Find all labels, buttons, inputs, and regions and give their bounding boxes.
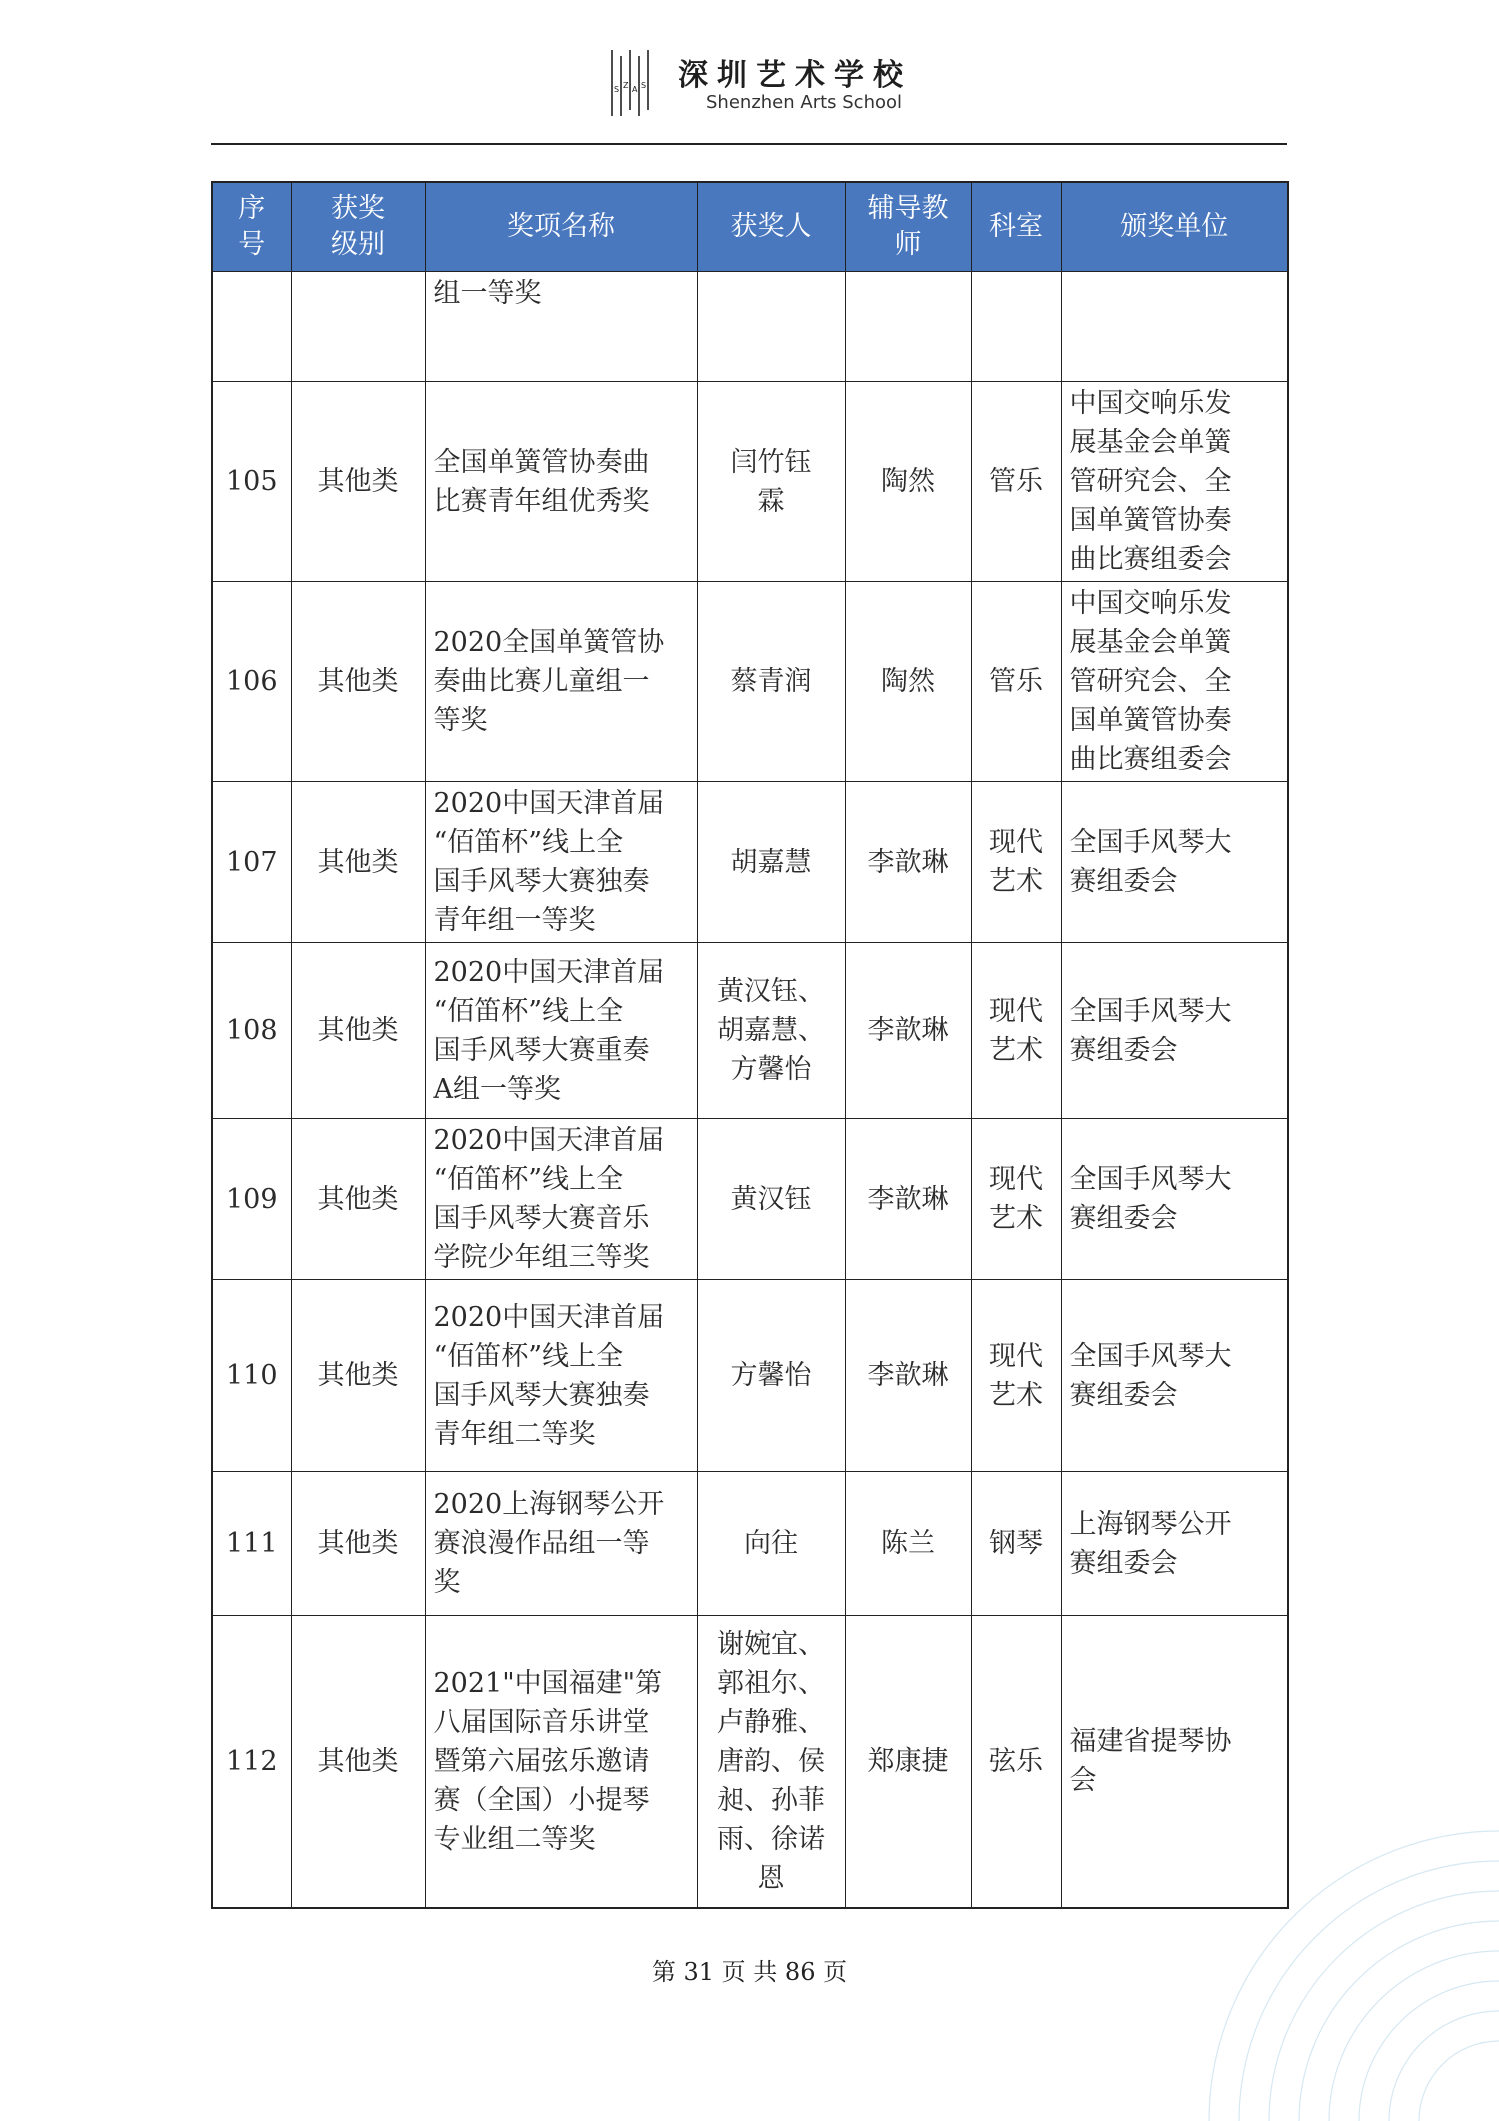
school-name-cn: 深圳艺术学校	[678, 58, 912, 93]
cell-number: 106	[212, 582, 291, 782]
cell-winner: 蔡青润	[697, 582, 845, 782]
page-number: 第 31 页 共 86 页	[651, 1958, 848, 1986]
column-header-level: 获奖 级别	[291, 182, 425, 272]
page-header	[0, 40, 1499, 130]
cell-level: 其他类	[291, 582, 425, 782]
table-row	[212, 943, 1288, 1119]
cell-number: 108	[212, 943, 291, 1119]
cell-issuer: 福建省提琴协 会	[1061, 1616, 1288, 1908]
cell-teacher: 郑康捷	[845, 1616, 971, 1908]
cell-number: 109	[212, 1119, 291, 1280]
column-header-department: 科室	[971, 182, 1061, 272]
cell-level: 其他类	[291, 1280, 425, 1472]
cell-department: 现代 艺术	[971, 943, 1061, 1119]
cell-level	[291, 272, 425, 382]
cell-winner: 黄汉钰、 胡嘉慧、 方馨怡	[697, 943, 845, 1119]
table-row	[212, 1119, 1288, 1280]
cell-award: 2021"中国福建"第 八届国际音乐讲堂 暨第六届弦乐邀请 赛（全国）小提琴 专业组二等奖	[425, 1616, 697, 1908]
cell-issuer: 中国交响乐发 展基金会单簧 管研究会、全 国单簧管协奏 曲比赛组委会	[1061, 382, 1288, 582]
table-row	[212, 1616, 1288, 1908]
header-divider	[211, 143, 1287, 145]
svg-text:Z: Z	[623, 81, 629, 90]
cell-winner	[697, 272, 845, 382]
cell-level: 其他类	[291, 1119, 425, 1280]
cell-issuer: 全国手风琴大 赛组委会	[1061, 943, 1288, 1119]
column-header-award: 奖项名称	[425, 182, 697, 272]
table-row	[212, 272, 1288, 382]
cell-award: 全国单簧管协奏曲 比赛青年组优秀奖	[425, 382, 697, 582]
table-row	[212, 582, 1288, 782]
cell-winner: 向往	[697, 1472, 845, 1616]
table-row	[212, 382, 1288, 582]
cell-winner: 胡嘉慧	[697, 782, 845, 943]
cell-award: 2020中国天津首届 “佰笛杯”线上全 国手风琴大赛重奏 A组一等奖	[425, 943, 697, 1119]
cell-award: 组一等奖	[425, 272, 697, 382]
cell-department: 现代 艺术	[971, 1280, 1061, 1472]
cell-level: 其他类	[291, 1472, 425, 1616]
cell-teacher: 李歆琳	[845, 782, 971, 943]
cell-number: 110	[212, 1280, 291, 1472]
cell-award: 2020上海钢琴公开 赛浪漫作品组一等 奖	[425, 1472, 697, 1616]
cell-teacher: 李歆琳	[845, 1280, 971, 1472]
cell-number: 105	[212, 382, 291, 582]
cell-teacher: 陶然	[845, 582, 971, 782]
svg-text:S: S	[641, 81, 647, 90]
cell-issuer: 全国手风琴大 赛组委会	[1061, 782, 1288, 943]
cell-winner: 方馨怡	[697, 1280, 845, 1472]
table-row	[212, 1472, 1288, 1616]
cell-issuer: 上海钢琴公开 赛组委会	[1061, 1472, 1288, 1616]
table-header-row	[212, 182, 1288, 272]
school-logo-icon	[608, 48, 656, 118]
cell-teacher: 陈兰	[845, 1472, 971, 1616]
cell-number: 112	[212, 1616, 291, 1908]
cell-department	[971, 272, 1061, 382]
cell-issuer: 全国手风琴大 赛组委会	[1061, 1119, 1288, 1280]
cell-winner: 闫竹钰 霖	[697, 382, 845, 582]
cell-award: 2020中国天津首届 “佰笛杯”线上全 国手风琴大赛独奏 青年组一等奖	[425, 782, 697, 943]
cell-level: 其他类	[291, 943, 425, 1119]
cell-teacher: 李歆琳	[845, 1119, 971, 1280]
school-name-en: Shenzhen Arts School	[706, 92, 903, 113]
cell-department: 弦乐	[971, 1616, 1061, 1908]
cell-department: 钢琴	[971, 1472, 1061, 1616]
table-row	[212, 1280, 1288, 1472]
column-header-number: 序 号	[212, 182, 291, 272]
cell-department: 管乐	[971, 582, 1061, 782]
decorative-lines-icon	[1199, 1681, 1499, 2121]
cell-number	[212, 272, 291, 382]
cell-number: 111	[212, 1472, 291, 1616]
table-row	[212, 782, 1288, 943]
cell-winner: 谢婉宜、 郭祖尔、 卢静雅、 唐韵、侯 昶、孙菲 雨、徐诺 恩	[697, 1616, 845, 1908]
column-header-winner: 获奖人	[697, 182, 845, 272]
awards-table	[211, 181, 1289, 1909]
cell-issuer: 中国交响乐发 展基金会单簧 管研究会、全 国单簧管协奏 曲比赛组委会	[1061, 582, 1288, 782]
cell-level: 其他类	[291, 782, 425, 943]
column-header-teacher: 辅导教 师	[845, 182, 971, 272]
cell-award: 2020中国天津首届 “佰笛杯”线上全 国手风琴大赛独奏 青年组二等奖	[425, 1280, 697, 1472]
cell-winner: 黄汉钰	[697, 1119, 845, 1280]
cell-teacher: 陶然	[845, 382, 971, 582]
cell-teacher: 李歆琳	[845, 943, 971, 1119]
cell-award: 2020全国单簧管协 奏曲比赛儿童组一 等奖	[425, 582, 697, 782]
cell-issuer	[1061, 272, 1288, 382]
svg-text:A: A	[632, 85, 638, 94]
cell-department: 现代 艺术	[971, 1119, 1061, 1280]
cell-number: 107	[212, 782, 291, 943]
cell-level: 其他类	[291, 382, 425, 582]
svg-text:S: S	[614, 85, 620, 94]
cell-department: 现代 艺术	[971, 782, 1061, 943]
cell-department: 管乐	[971, 382, 1061, 582]
cell-level: 其他类	[291, 1616, 425, 1908]
cell-teacher	[845, 272, 971, 382]
column-header-issuer: 颁奖单位	[1061, 182, 1288, 272]
cell-award: 2020中国天津首届 “佰笛杯”线上全 国手风琴大赛音乐 学院少年组三等奖	[425, 1119, 697, 1280]
cell-issuer: 全国手风琴大 赛组委会	[1061, 1280, 1288, 1472]
